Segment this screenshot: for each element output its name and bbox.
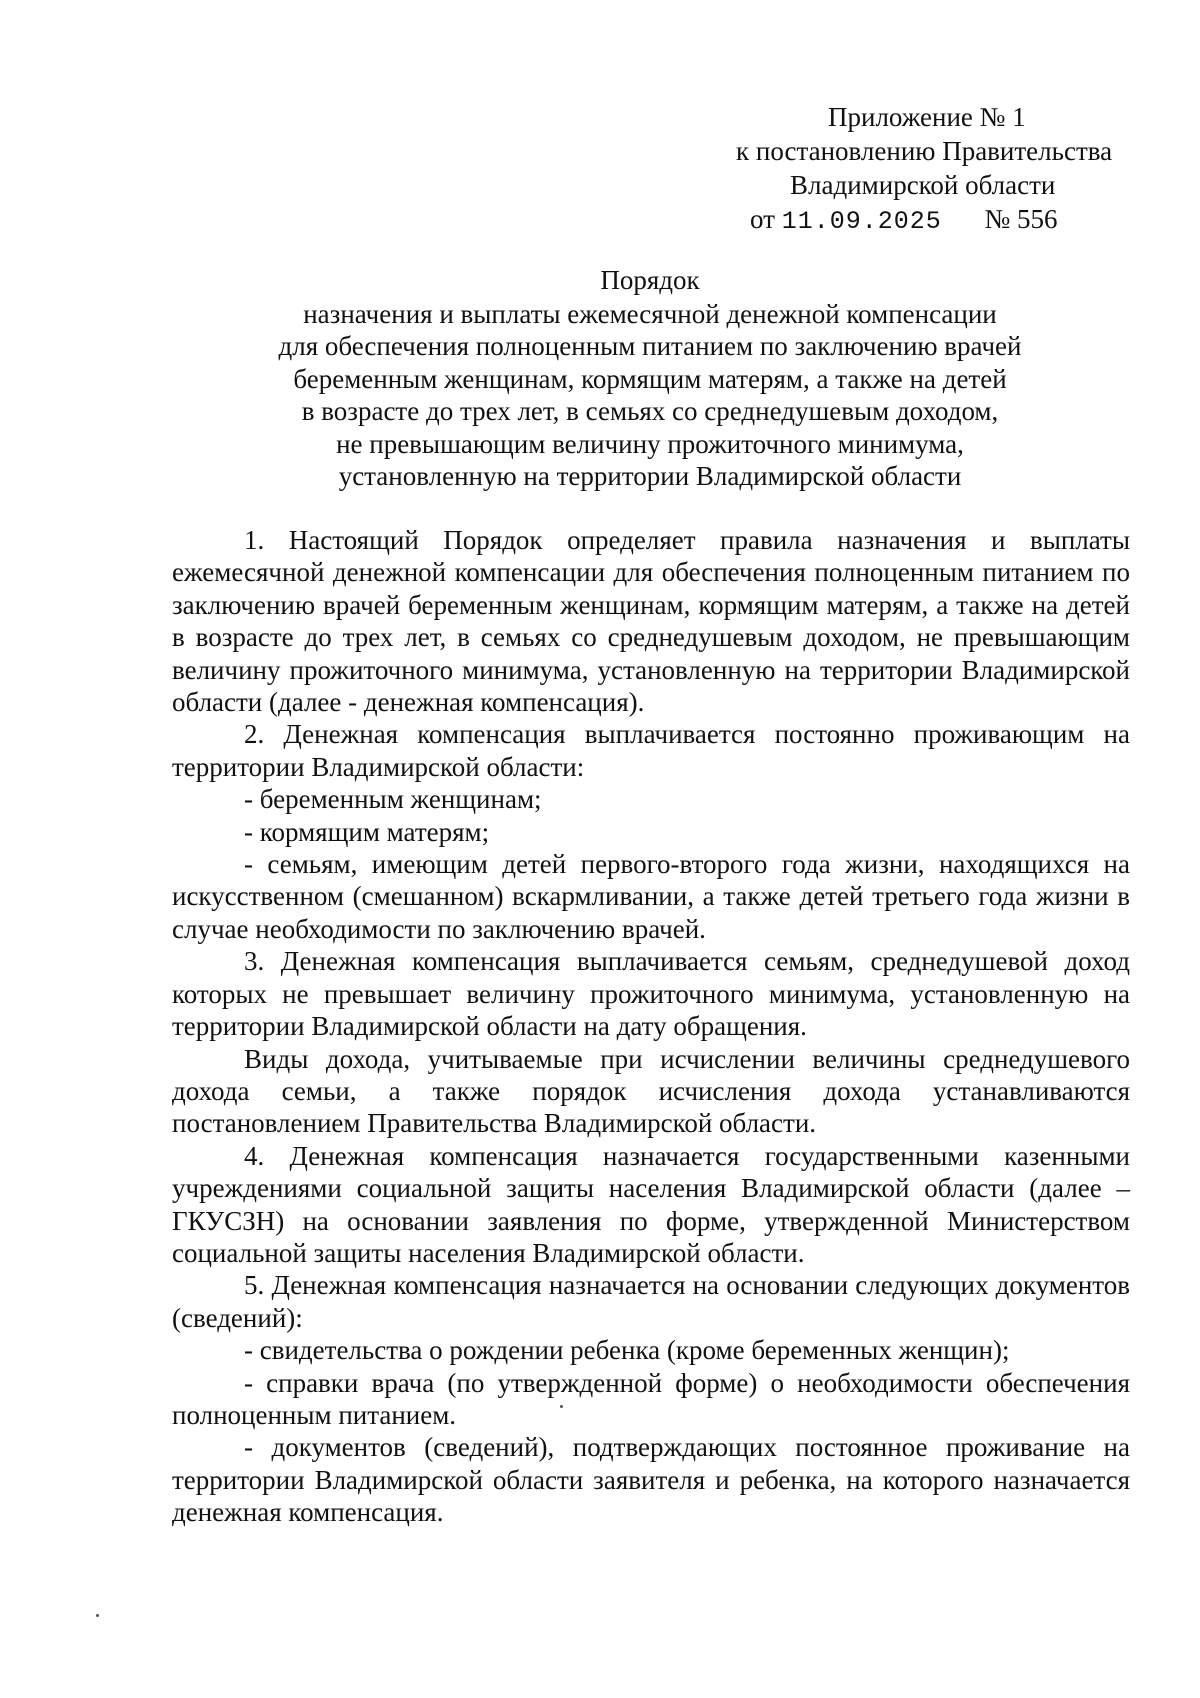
document-title	[170, 264, 1130, 493]
paragraph-3-income: Виды дохода, учитываемые при исчислении величины среднедушевого дохода семьи, а также порядок исчисления дохода устанавливаются постановлением Правительства Владимирской области.	[172, 1043, 1130, 1139]
scan-speck	[96, 1614, 99, 1617]
appendix-title: Приложение № 1	[828, 102, 1026, 132]
list-item: - кормящим матерям;	[244, 816, 490, 847]
list-item: - семьям, имеющим детей первого-второго года жизни, находящихся на искусственном (смешанном) вскармливании, а также детей третьего года жизни в случае необходимости по заключению врачей.	[172, 849, 1130, 944]
title-heading: Порядок	[600, 265, 700, 295]
title-line: в возрасте до трех лет, в семьях со среднедушевым доходом,	[301, 396, 999, 426]
list-item: - беременным женщинам;	[244, 784, 542, 815]
appendix-header	[700, 100, 1140, 239]
paragraph-4: 4. Денежная компенсация назначается государственными казенными учреждениями социальной защиты населения Владимирской области (далее – ГКУСЗН) на основании заявления по форме, утвержденной Министерством социальной защиты населения Владимирской области.	[172, 1140, 1130, 1268]
title-line: установленную на территории Владимирской области	[338, 461, 962, 491]
paragraph-1: 1. Настоящий Порядок определяет правила назначения и выплаты ежемесячной денежной компенсации для обеспечения полноценным питанием по заключению врачей беременным женщинам, кормящим матерям, а также на детей в возрасте до трех лет, в семьях со среднедушевым доходом, не превышающим величину прожиточного минимума, установленную на территории Владимирской области (далее - денежная компенсация).	[172, 525, 1130, 718]
appendix-date-line	[700, 202, 1140, 239]
title-line: назначения и выплаты ежемесячной денежной компенсации	[303, 298, 997, 329]
date-prefix: от	[750, 204, 775, 234]
appendix-region-line: Владимирской области	[790, 170, 1056, 200]
title-line: для обеспечения полноценным питанием по заключению врачей	[278, 331, 1022, 361]
title-line: беременным женщинам, кормящим матерям, а также на детей	[293, 363, 1007, 394]
paragraph-3: 3. Денежная компенсация выплачивается семьям, среднедушевой доход которых не превышает величину прожиточного минимума, установленную на территории Владимирской области на дату обращения.	[172, 946, 1130, 1042]
title-line: не превышающим величину прожиточного минимума,	[336, 428, 964, 459]
paragraph-2: 2. Денежная компенсация выплачивается постоянно проживающим на территории Владимирской области:	[172, 719, 1130, 782]
appendix-resolution-line: к постановлению Правительства	[736, 136, 1113, 166]
paragraph-5: 5. Денежная компенсация назначается на основании следующих документов (сведений):	[172, 1270, 1130, 1333]
list-item: - справки врача (по утвержденной форме) о необходимости обеспечения полноценным питанием.	[172, 1367, 1130, 1430]
document-body	[172, 524, 1130, 1529]
document-date: 11.09.2025	[781, 207, 942, 236]
scan-speck	[560, 1405, 563, 1408]
list-item: - документов (сведений), подтверждающих постоянное проживание на территории Владимирской области заявителя и ребенка, на которого назначается денежная компенсация.	[172, 1432, 1130, 1528]
document-number: № 556	[984, 204, 1058, 234]
list-item: - свидетельства о рождении ребенка (кроме беременных женщин);	[244, 1335, 1010, 1366]
